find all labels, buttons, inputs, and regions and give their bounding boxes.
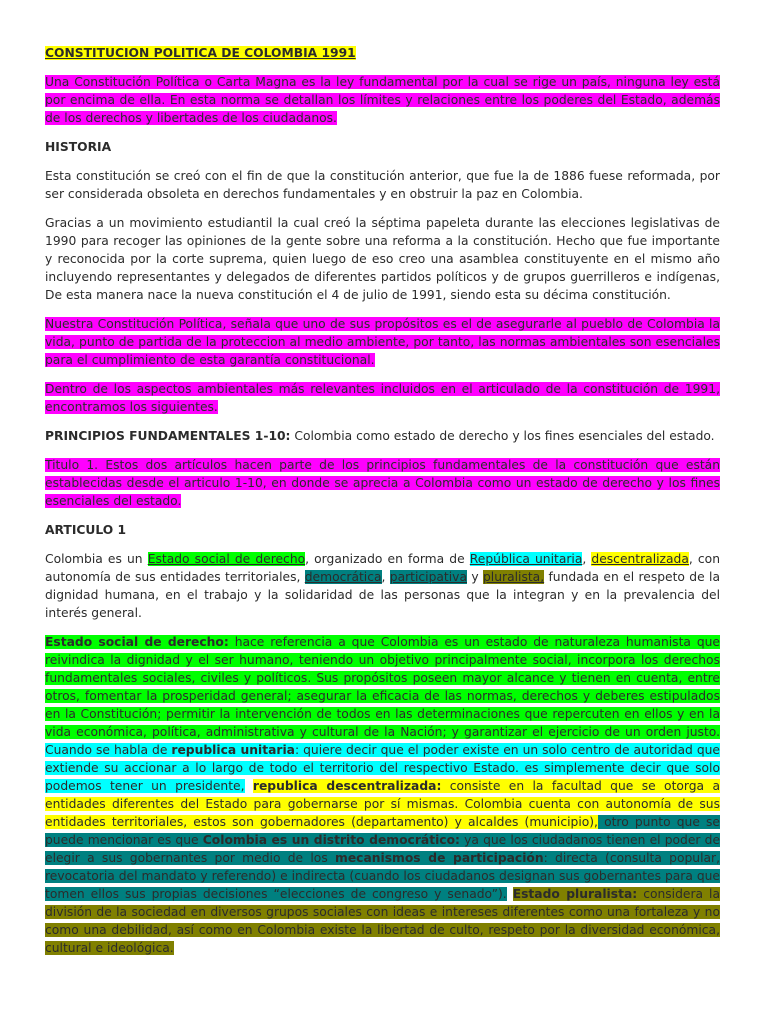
explicacion-unitaria-label: republica unitaria (171, 743, 295, 757)
term-pluralista: pluralista, (483, 570, 545, 584)
explicacion-democratico-text: : directa (consulta popular, revocatoria del mandato y referendo) e indirecta (cuando los ciudadanos designan sus gobernantes para que tomen ellos sus propias decisiones “elecciones de congreso y senado”). (45, 851, 720, 901)
term-estado-social: Estado social de derecho (147, 552, 306, 566)
explicacion-unitaria-text: : quiere decir que el poder existe en un solo centro de autoridad que extiende su accionar a lo largo de todo el territorio del respectivo Estado. es simplemente decir que solo podemos tener un presidente, (45, 743, 720, 793)
ambiente-text-1: Nuestra Constitución Política, señala que uno de sus propósitos es el de asegurarle al pueblo de Colombia la vida, punto de partida de la proteccion al medio ambiente, por tanto, las normas ambientales son esenciales para el cumplimiento de esta garantía constitucional. (45, 317, 720, 367)
articulo1-text-2: , organizado en forma de (305, 552, 470, 566)
explicacion-unitaria-intro: Cuando se habla de (45, 743, 172, 757)
explicacion-democratico-label: Colombia es un distrito democrático: (202, 833, 460, 847)
principios-label: PRINCIPIOS FUNDAMENTALES 1-10: (45, 429, 291, 443)
principios-text: Colombia como estado de derecho y los fines esenciales del estado. (290, 429, 715, 443)
ambiente-paragraph-1 (45, 315, 720, 369)
articulo1-text-1: Colombia es un (45, 552, 148, 566)
explicacion-descentralizada-label: republica descentralizada: (252, 779, 442, 793)
explicacion-mecanismos-label: mecanismos de participación (335, 851, 544, 865)
ambiente-paragraph-2 (45, 380, 720, 416)
explicacion-pluralista-label: Estado pluralista: (512, 887, 638, 901)
explicacion-democratico-intro: otro punto que se puede mencionar es que (45, 815, 720, 847)
articulo1-text-3: , (582, 552, 592, 566)
titulo1-text: Titulo 1. Estos dos artículos hacen parte de los principios fundamentales de la constitución que están establecidas desde el articulo 1-10, en donde se aprecia a Colombia como un estado de derecho y los fines esenciales del estado. (45, 458, 720, 508)
explicacion-democratico-mid: ya que los ciudadanos tienen el poder de elegir a sus gobernantes por medio de los (45, 833, 721, 865)
articulo1-paragraph (45, 550, 720, 622)
articulo1-text-4: , con autonomía de sus entidades territoriales, (45, 552, 720, 584)
explicacion-estado-social-text: hace referencia a que Colombia es un estado de naturaleza humanista que reivindica la dignidad y el ser humano, teniendo un objetivo principalmente social, incorpora los derechos fundamentales sociales, civiles y políticos. Sus propósitos poseen mayor alcance y tienen en cuenta, entre otros, fomentar la prosperidad general; asegurar la eficacia de las normas, derechos y deberes estipulados en la Constitución; permitir la intervención de todos en las determinaciones que repercuten en ellos y en la vida económica, política, administrativa y cultural de la Nación; y garantizar el ejercicio de un orden justo. (45, 635, 720, 739)
principios-line (45, 427, 720, 445)
articulo1-text-5: , (381, 570, 390, 584)
document-title (45, 44, 720, 62)
explicacion-estado-social-label: Estado social de derecho: (45, 635, 229, 649)
term-democratica: democrática (304, 570, 382, 584)
explicacion-paragraph (45, 633, 720, 957)
historia-paragraph-1: Esta constitución se creó con el fin de que la constitución anterior, que fue la de 1886 fuese reformada, por ser considerada obsoleta en derechos fundamentales y en obstruir la paz en Colombia. (45, 169, 720, 201)
intro-paragraph (45, 73, 720, 127)
ambiente-text-2: Dentro de los aspectos ambientales más relevantes incluidos en el articulado de la constitución de 1991, encontramos los siguientes. (45, 382, 720, 414)
title-text: CONSTITUCION POLITICA DE COLOMBIA 1991 (45, 46, 356, 60)
explicacion-estado-social (45, 635, 720, 739)
articulo1-text-7: fundada en el respeto de la dignidad humana, en el trabajo y la solidaridad de las personas que la integran y en la prevalencia del interés general. (45, 570, 720, 620)
historia-heading: HISTORIA (45, 140, 112, 154)
historia-paragraph-2: Gracias a un movimiento estudiantil la cual creó la séptima papeleta durante las elecciones legislativas de 1990 para recoger las opiniones de la gente sobre una reforma a la constitución. Hecho que fue importante y reconocida por la corte suprema, quien luego de eso creo una asamblea constituyente en el mismo año incluyendo representantes y delegados de diferentes partidos políticos y de grupos guerrilleros e indígenas, De esta manera nace la nueva constitución el 4 de julio de 1991, siendo esta su décima constitución. (45, 216, 720, 302)
term-republica-unitaria: República unitaria (469, 552, 583, 566)
explicacion-descentralizada-text: consiste en la facultad que se otorga a entidades diferentes del Estado para gobernarse por sí mismas. Colombia cuenta con autonomía de sus entidades territoriales, estos son gobernadores (departamento) y alcaldes (municipio), (45, 779, 720, 829)
titulo1-paragraph (45, 456, 720, 510)
explicacion-pluralista-text: considera la división de la sociedad en diversos grupos sociales con ideas e intereses diferentes como una fortaleza y no como una debilidad, así como en Colombia existe la libertad de culto, respeto por la diversidad económica, cultural e ideológica. (45, 887, 720, 955)
term-participativa: participativa (389, 570, 467, 584)
articulo-heading: ARTICULO 1 (45, 523, 127, 537)
intro-text: Una Constitución Política o Carta Magna es la ley fundamental por la cual se rige un país, ninguna ley está por encima de ella. En esta norma se detallan los límites y relaciones entre los poderes del Estado, además de los derechos y libertades de los ciudadanos. (45, 75, 720, 125)
term-descentralizada: descentralizada (591, 552, 689, 566)
articulo1-text-6: y (467, 570, 483, 584)
